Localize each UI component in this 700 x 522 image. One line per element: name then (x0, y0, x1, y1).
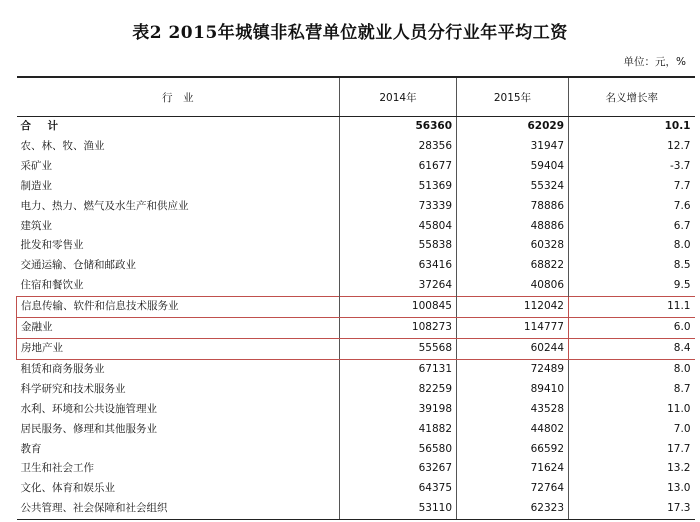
value-2014-cell: 63416 (340, 256, 457, 276)
industry-cell: 卫生和社会工作 (20, 462, 94, 475)
table-row (17, 499, 695, 519)
industry-cell: 居民服务、修理和其他服务业 (20, 422, 157, 435)
value-2014-cell: 56360 (340, 117, 457, 137)
industry-cell: 采矿业 (20, 159, 52, 172)
growth-rate-cell: 12.7 (569, 137, 695, 157)
industry-cell: 电力、热力、燃气及水生产和供应业 (20, 199, 189, 212)
value-2014-cell: 55838 (340, 236, 457, 256)
table-row (17, 256, 695, 276)
table-row (17, 197, 695, 217)
growth-rate-cell: 13.0 (569, 479, 695, 499)
growth-rate-cell: 8.5 (569, 256, 695, 276)
value-2015-cell: 89410 (457, 380, 569, 400)
table-row (17, 479, 695, 499)
industry-cell: 租赁和商务服务业 (20, 362, 105, 375)
value-2014-cell: 51369 (340, 177, 457, 197)
table-row (17, 359, 695, 379)
wage-table (16, 76, 695, 520)
value-2015-cell: 31947 (457, 137, 569, 157)
table-row (17, 338, 695, 359)
value-2014-cell: 67131 (340, 359, 457, 379)
growth-rate-cell: 7.0 (569, 420, 695, 440)
value-2015-cell: 44802 (457, 420, 569, 440)
growth-rate-cell: 8.0 (569, 236, 695, 256)
table-row (17, 440, 695, 460)
value-2015-cell: 78886 (457, 197, 569, 217)
value-2014-cell: 108273 (340, 318, 457, 339)
total-row (17, 117, 695, 137)
industry-cell: 制造业 (20, 179, 52, 192)
value-2014-cell: 63267 (340, 459, 457, 479)
growth-rate-cell: -3.7 (569, 157, 695, 177)
industry-cell: 信息传输、软件和信息技术服务业 (17, 297, 340, 318)
table-row (17, 297, 695, 318)
table-row (17, 459, 695, 479)
value-2015-cell: 72489 (457, 359, 569, 379)
table-row (17, 236, 695, 256)
growth-rate-cell: 17.3 (569, 499, 695, 519)
industry-cell: 批发和零售业 (20, 239, 84, 252)
value-2014-cell: 53110 (340, 499, 457, 519)
value-2014-cell: 73339 (340, 197, 457, 217)
value-2014-cell: 37264 (340, 276, 457, 296)
value-2015-cell: 59404 (457, 157, 569, 177)
value-2015-cell: 62323 (457, 499, 569, 519)
table-row (17, 380, 695, 400)
value-2015-cell: 114777 (457, 318, 569, 339)
growth-rate-cell: 6.0 (569, 318, 695, 339)
table-row (17, 217, 695, 237)
industry-cell: 教育 (20, 442, 42, 455)
value-2015-cell: 43528 (457, 400, 569, 420)
table-row (17, 420, 695, 440)
header-row (17, 77, 695, 117)
value-2015-cell: 66592 (457, 440, 569, 460)
header-2014: 2014年 (340, 77, 457, 117)
value-2014-cell: 64375 (340, 479, 457, 499)
growth-rate-cell: 11.1 (569, 297, 695, 318)
table-row (17, 318, 695, 339)
industry-cell: 建筑业 (20, 219, 52, 232)
growth-rate-cell: 7.6 (569, 197, 695, 217)
value-2015-cell: 72764 (457, 479, 569, 499)
header-2015: 2015年 (457, 77, 569, 117)
value-2014-cell: 56580 (340, 440, 457, 460)
value-2015-cell: 71624 (457, 459, 569, 479)
value-2015-cell: 60244 (457, 338, 569, 359)
industry-cell: 房地产业 (17, 338, 340, 359)
industry-cell: 农、林、牧、渔业 (20, 139, 105, 152)
unit-note: 单位：元，% (623, 56, 686, 68)
header-industry: 行 业 (17, 77, 340, 117)
growth-rate-cell: 9.5 (569, 276, 695, 296)
industry-cell: 交通运输、仓储和邮政业 (20, 259, 136, 272)
value-2015-cell: 40806 (457, 276, 569, 296)
growth-rate-cell: 7.7 (569, 177, 695, 197)
industry-cell: 文化、体育和娱乐业 (20, 482, 115, 495)
value-2014-cell: 100845 (340, 297, 457, 318)
value-2014-cell: 28356 (340, 137, 457, 157)
table-row (17, 400, 695, 420)
growth-rate-cell: 17.7 (569, 440, 695, 460)
value-2015-cell: 112042 (457, 297, 569, 318)
growth-rate-cell: 13.2 (569, 459, 695, 479)
value-2014-cell: 61677 (340, 157, 457, 177)
growth-rate-cell: 10.1 (569, 117, 695, 137)
table-row (17, 137, 695, 157)
table-row (17, 177, 695, 197)
industry-cell: 合 计 (20, 120, 61, 132)
industry-cell: 科学研究和技术服务业 (20, 382, 126, 395)
industry-cell: 公共管理、社会保障和社会组织 (17, 499, 340, 519)
table-title: 表2 2015年城镇非私营单位就业人员分行业年平均工资 (132, 23, 568, 43)
value-2014-cell: 82259 (340, 380, 457, 400)
value-2014-cell: 55568 (340, 338, 457, 359)
value-2014-cell: 45804 (340, 217, 457, 237)
growth-rate-cell: 8.4 (569, 338, 695, 359)
industry-cell: 住宿和餐饮业 (20, 279, 84, 292)
growth-rate-cell: 6.7 (569, 217, 695, 237)
value-2014-cell: 41882 (340, 420, 457, 440)
industry-cell: 金融业 (17, 318, 340, 339)
growth-rate-cell: 8.7 (569, 380, 695, 400)
table-row (17, 157, 695, 177)
value-2015-cell: 48886 (457, 217, 569, 237)
value-2015-cell: 62029 (457, 117, 569, 137)
value-2014-cell: 39198 (340, 400, 457, 420)
value-2015-cell: 60328 (457, 236, 569, 256)
value-2015-cell: 68822 (457, 256, 569, 276)
industry-cell: 水利、环境和公共设施管理业 (20, 402, 157, 415)
growth-rate-cell: 8.0 (569, 359, 695, 379)
table-row (17, 276, 695, 296)
table-body (17, 117, 695, 520)
growth-rate-cell: 11.0 (569, 400, 695, 420)
header-growth: 名义增长率 (569, 77, 695, 117)
value-2015-cell: 55324 (457, 177, 569, 197)
